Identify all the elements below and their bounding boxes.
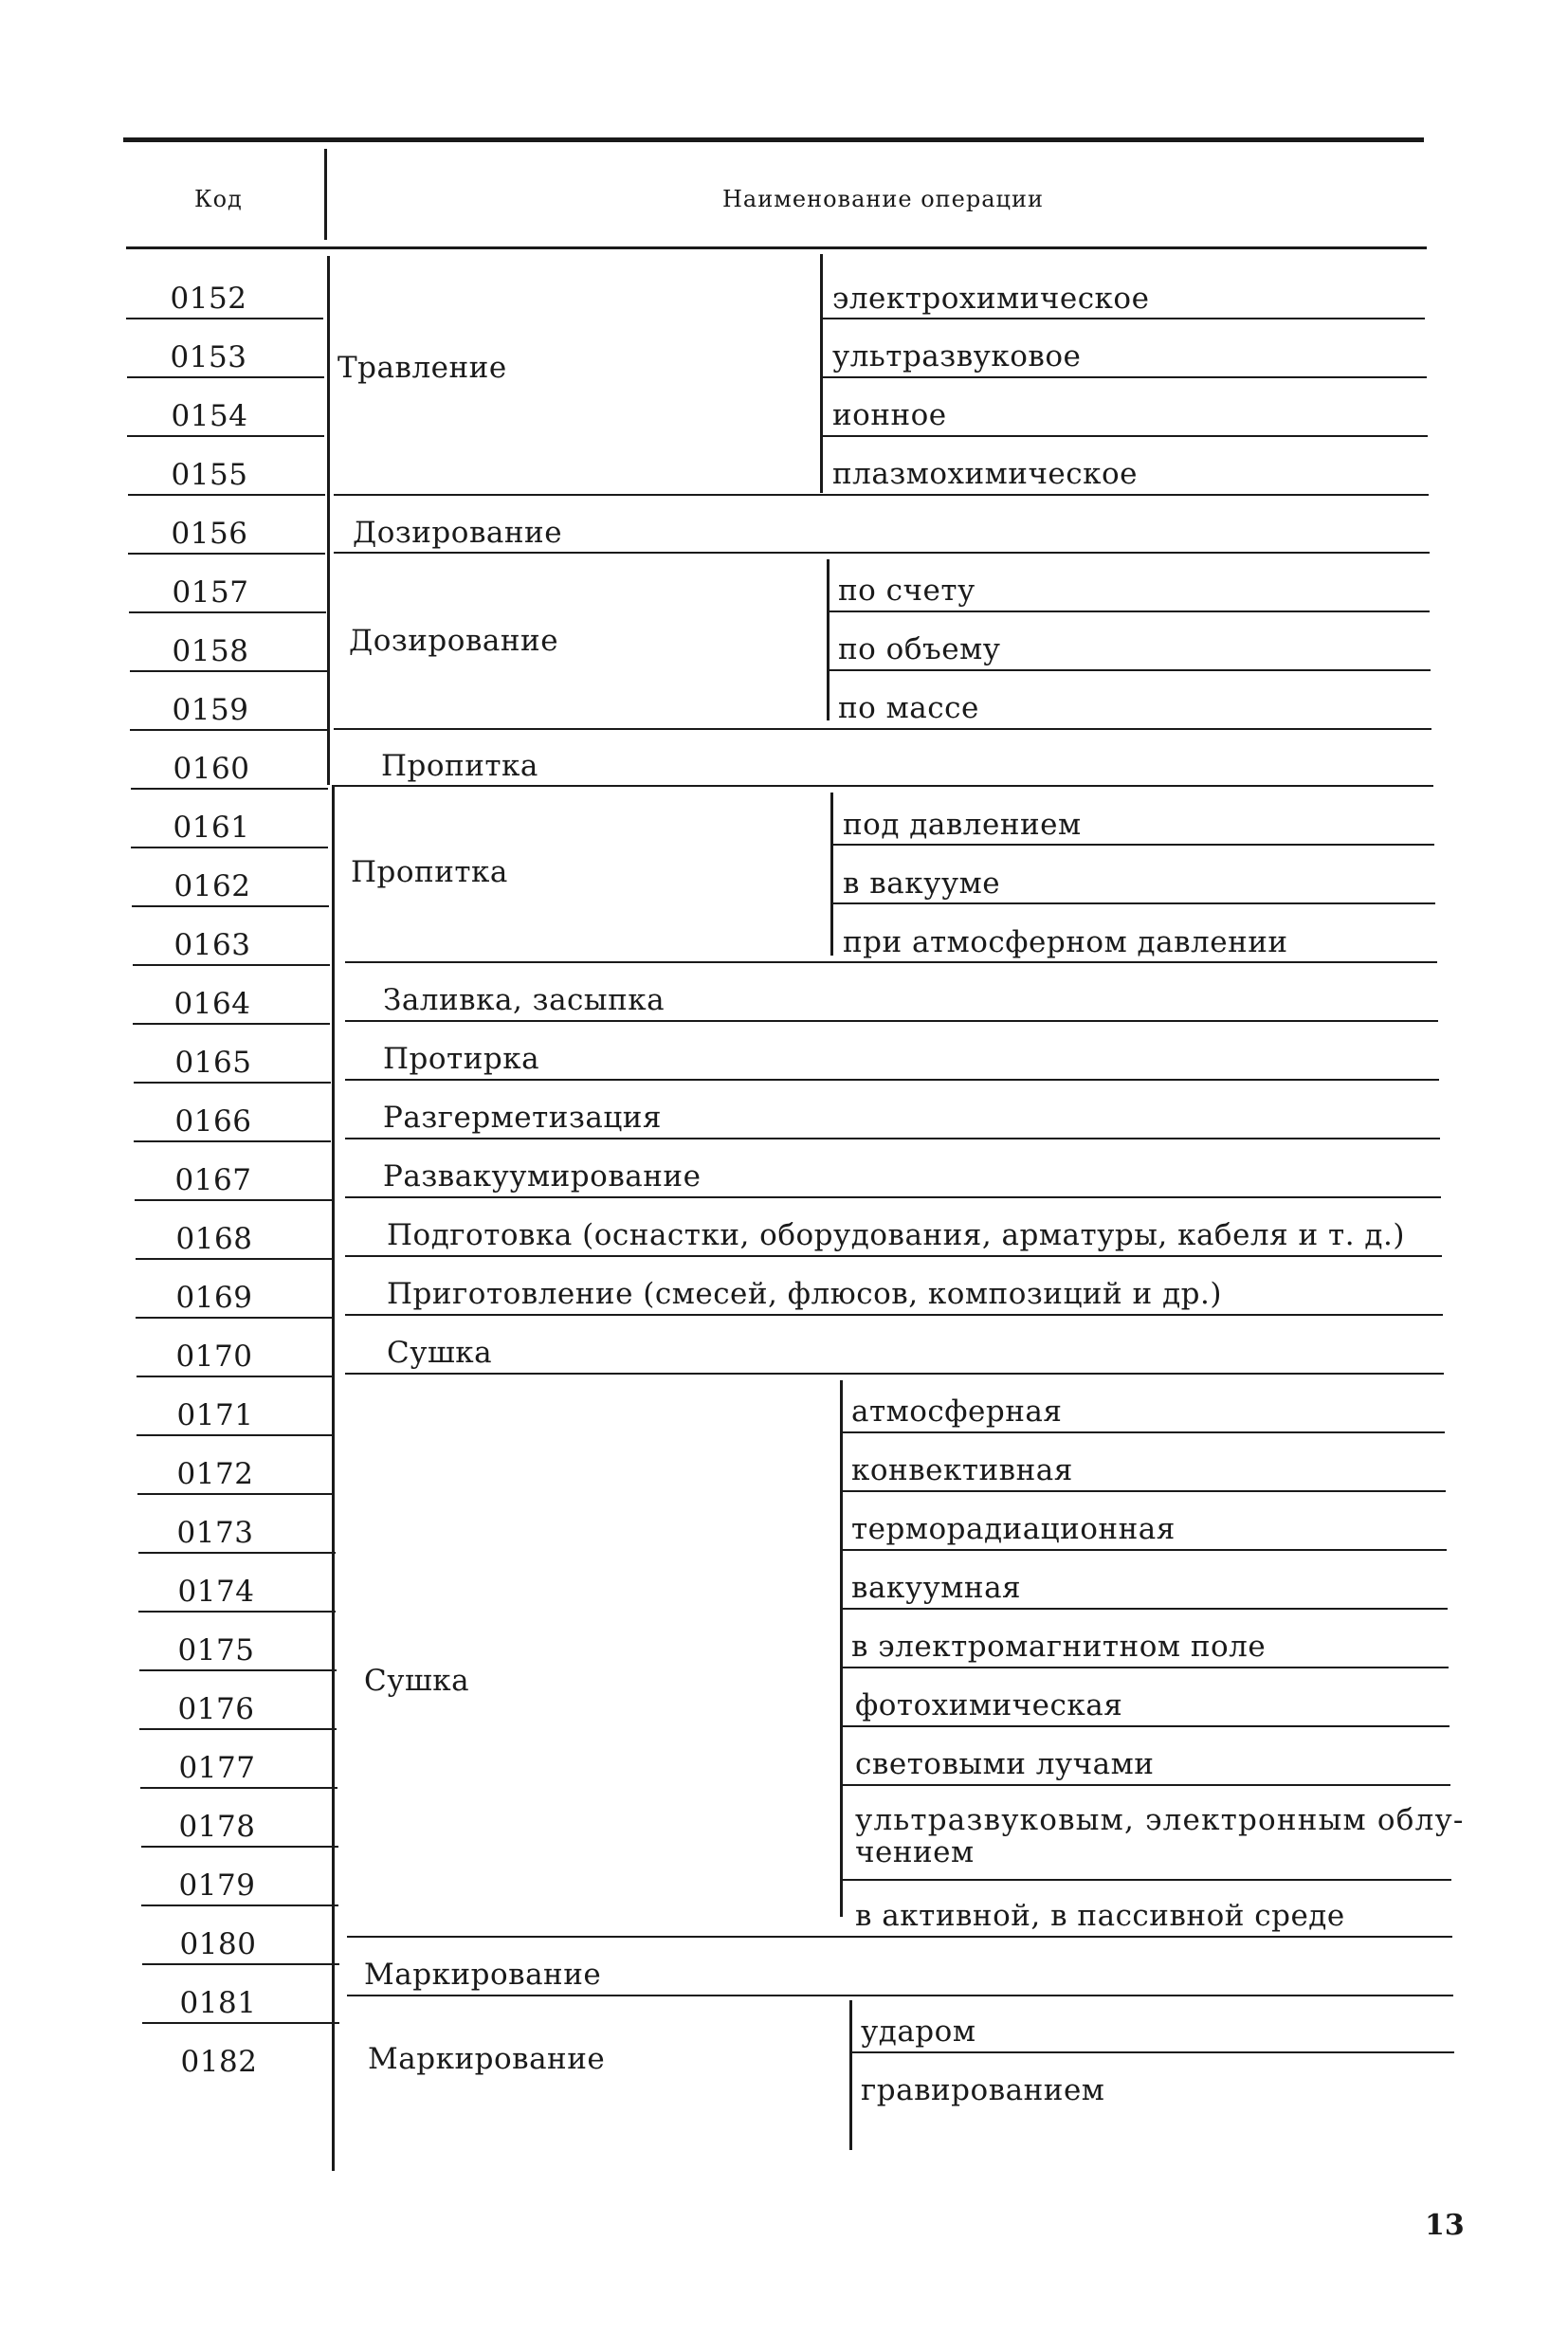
code-rule [128, 553, 325, 555]
code-rule [127, 435, 324, 437]
code-rule [132, 905, 329, 907]
code-cell: 0171 [176, 1398, 254, 1432]
drying-sub-divider [840, 1380, 843, 1917]
rule [843, 1431, 1445, 1433]
rule [347, 1995, 1453, 1996]
rule [843, 1549, 1447, 1551]
code-rule [139, 1728, 337, 1730]
group-label-drying: Сушка [364, 1664, 470, 1698]
code-rule [128, 494, 325, 496]
code-cell: 0153 [170, 340, 247, 374]
code-rule [136, 1317, 333, 1319]
sub-etching-0: электрохимическое [832, 282, 1150, 316]
group-label-etching: Травление [337, 351, 507, 385]
sub-marking-1: гравированием [861, 2073, 1105, 2107]
sub-etching-3: плазмохимическое [832, 457, 1139, 491]
rule [843, 1667, 1449, 1668]
op-0164: Заливка, засыпка [383, 983, 665, 1017]
sub-drying-4: в электромагнитном поле [851, 1630, 1267, 1664]
rule [345, 961, 1437, 963]
op-0170: Сушка [387, 1336, 493, 1370]
sub-etching-1: ультразвуковое [832, 339, 1082, 374]
code-cell: 0156 [171, 517, 248, 551]
rule [334, 785, 1433, 787]
op-0167: Развакуумирование [383, 1159, 702, 1194]
code-rule [139, 1669, 337, 1671]
code-name-divider-2 [332, 785, 335, 2171]
op-marking-single: Маркирование [364, 1958, 602, 1992]
sub-dosing-2: по массе [838, 691, 979, 725]
sub-marking-0: ударом [861, 2014, 976, 2049]
code-cell: 0179 [178, 1868, 256, 1903]
sub-drying-2: терморадиационная [851, 1512, 1176, 1546]
rule [345, 1020, 1438, 1022]
rule [334, 494, 1429, 496]
rule [334, 552, 1430, 554]
etching-sub-divider [820, 254, 823, 493]
code-cell: 0172 [176, 1457, 254, 1491]
marking-sub-divider [849, 2000, 852, 2150]
code-rule [136, 1258, 333, 1260]
code-cell: 0177 [178, 1751, 256, 1785]
rule [345, 1196, 1441, 1198]
code-cell: 0157 [172, 575, 249, 610]
impregnation-sub-divider [830, 793, 833, 956]
sub-drying-7-cont: чением [855, 1835, 975, 1869]
code-rule [142, 1963, 339, 1965]
op-0166: Разгерметизация [383, 1101, 662, 1135]
code-rule [137, 1434, 334, 1436]
code-rule [138, 1611, 336, 1613]
code-name-divider [327, 256, 330, 785]
header-bottom-rule [126, 246, 1427, 249]
op-0169: Приготовление (смесей, флюсов, композиций и др.) [387, 1277, 1222, 1311]
code-rule [138, 1552, 336, 1554]
code-cell: 0173 [176, 1516, 254, 1550]
header-divider [324, 149, 327, 240]
code-cell: 0176 [177, 1692, 255, 1726]
rule [852, 2051, 1454, 2053]
code-cell: 0174 [177, 1575, 255, 1609]
header-code: Код [194, 186, 243, 212]
sub-impregnation-1: в вакууме [843, 866, 1001, 901]
group-label-impregnation: Пропитка [351, 855, 508, 889]
sub-drying-5: фотохимическая [855, 1688, 1123, 1722]
code-cell: 0163 [173, 928, 251, 962]
rule [345, 1138, 1440, 1139]
op-0165: Протирка [383, 1042, 540, 1076]
group-label-marking: Маркирование [368, 2042, 606, 2076]
rule [830, 669, 1431, 671]
code-rule [137, 1376, 334, 1377]
rule [345, 1079, 1439, 1081]
rule [823, 376, 1427, 378]
code-rule [134, 1140, 331, 1142]
code-cell: 0178 [178, 1810, 256, 1844]
header-operation-name: Наименование операции [722, 186, 1044, 212]
code-cell: 0161 [173, 811, 250, 845]
code-rule [129, 611, 326, 613]
rule [345, 1314, 1443, 1316]
code-cell: 0158 [172, 634, 249, 668]
table-top-rule [123, 137, 1424, 142]
code-cell: 0181 [179, 1986, 257, 2020]
code-rule [131, 847, 328, 848]
page-number: 13 [1425, 2209, 1465, 2242]
rule [823, 435, 1428, 437]
code-rule [133, 1023, 330, 1025]
rule [843, 1490, 1446, 1492]
code-rule [141, 1846, 338, 1848]
code-rule [130, 670, 327, 672]
group-label-dosing: Дозирование [349, 624, 559, 658]
rule [833, 844, 1434, 846]
code-rule [134, 1082, 331, 1084]
code-cell: 0154 [171, 399, 248, 433]
code-rule [133, 964, 330, 966]
rule [843, 1608, 1448, 1610]
code-rule [137, 1493, 335, 1495]
code-cell: 0168 [175, 1222, 253, 1256]
rule [843, 1725, 1449, 1727]
rule [345, 1373, 1444, 1375]
op-impregnation-single: Пропитка [381, 749, 538, 783]
dosing-sub-divider [827, 559, 830, 720]
sub-impregnation-0: под давлением [843, 808, 1082, 842]
op-dosing-single: Дозирование [353, 516, 563, 550]
code-rule [130, 729, 327, 731]
code-cell: 0167 [174, 1163, 252, 1197]
code-cell: 0165 [174, 1046, 252, 1080]
sub-dosing-1: по объему [838, 632, 1001, 666]
code-cell: 0166 [174, 1104, 252, 1139]
code-rule [127, 376, 324, 378]
code-rule [141, 1904, 338, 1906]
sub-drying-7: ультразвуковым, электронным облу- [855, 1803, 1465, 1837]
code-rule [140, 1787, 337, 1789]
code-cell: 0164 [173, 987, 251, 1021]
code-cell: 0152 [170, 282, 247, 316]
code-rule [126, 318, 323, 319]
rule [347, 1936, 1452, 1938]
code-cell: 0162 [173, 869, 251, 903]
sub-drying-1: конвективная [851, 1453, 1073, 1487]
rule [345, 1255, 1442, 1257]
code-cell: 0175 [177, 1633, 255, 1668]
sub-dosing-0: по счету [838, 574, 975, 608]
sub-drying-6: световыми лучами [855, 1747, 1155, 1781]
rule [843, 1784, 1450, 1786]
rule [833, 902, 1435, 904]
sub-etching-2: ионное [832, 398, 947, 432]
code-cell: 0160 [173, 752, 250, 786]
rule [334, 728, 1431, 730]
code-cell: 0170 [175, 1340, 253, 1374]
code-rule [135, 1199, 332, 1201]
code-cell: 0155 [171, 458, 248, 492]
rule [823, 318, 1425, 319]
code-cell: 0169 [175, 1281, 253, 1315]
sub-drying-0: атмосферная [851, 1394, 1063, 1429]
code-cell: 0159 [172, 693, 249, 727]
rule [843, 1879, 1451, 1881]
sub-drying-3: вакуумная [851, 1571, 1022, 1605]
code-rule [142, 2022, 339, 2024]
code-rule [131, 788, 328, 790]
rule [830, 611, 1430, 612]
sub-drying-9: в активной, в пассивной среде [855, 1899, 1345, 1933]
code-cell: 0180 [179, 1927, 257, 1961]
code-cell: 0182 [180, 2045, 258, 2079]
sub-impregnation-2: при атмосферном давлении [843, 925, 1288, 959]
op-0168: Подготовка (оснастки, оборудования, арматуры, кабеля и т. д.) [387, 1218, 1405, 1252]
